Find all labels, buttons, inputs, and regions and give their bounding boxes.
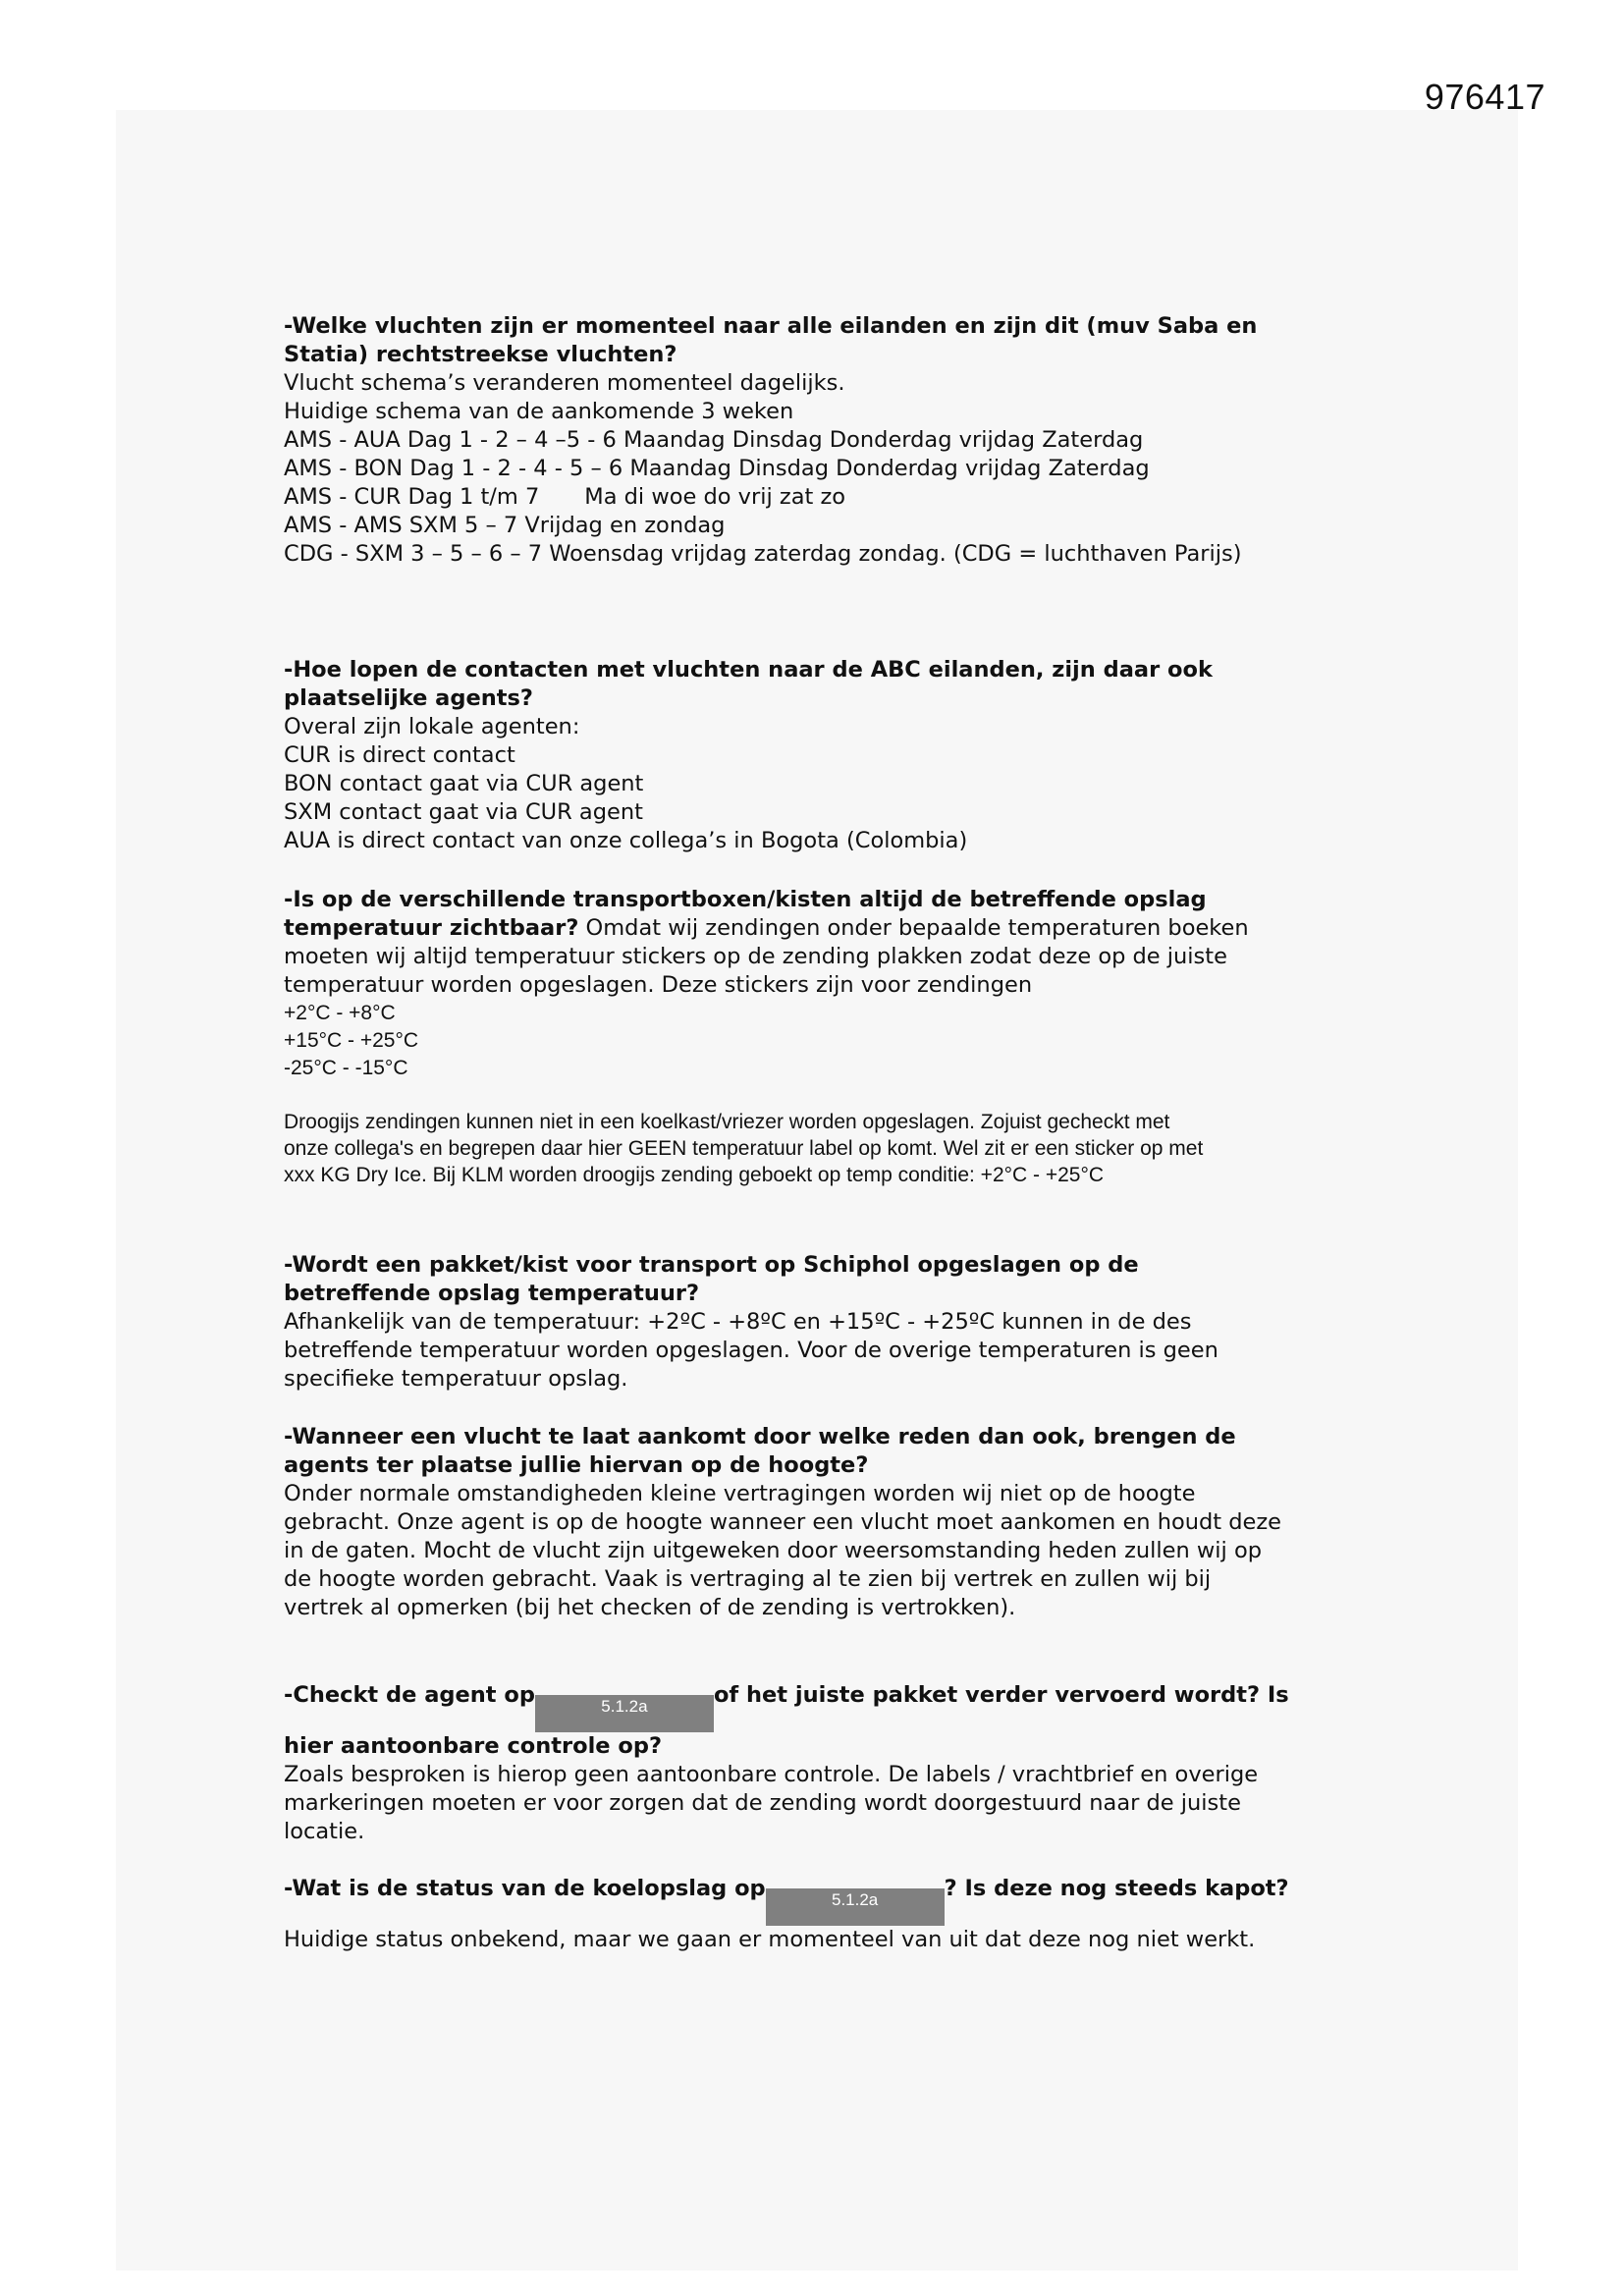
answer-line: markeringen moeten er voor zorgen dat de zending wordt doorgestuurd naar de juiste xyxy=(284,1790,1241,1816)
question-answer-line xyxy=(284,914,1374,943)
answer-line: Onder normale omstandigheden kleine vertragingen worden wij niet op de hoogte xyxy=(284,1481,1196,1506)
section-agent-check xyxy=(284,1681,1374,1846)
answer-line: betreffende temperatuur worden opgeslagen. Voor de overige temperaturen is geen xyxy=(284,1338,1218,1363)
question-line xyxy=(284,1875,1374,1926)
question-line: -Wordt een pakket/kist voor transport op Schiphol opgeslagen op de xyxy=(284,1252,1139,1278)
temperature-range: -25°C - -15°C xyxy=(284,1057,408,1079)
answer-line: temperatuur worden opgeslagen. Deze stickers zijn voor zendingen xyxy=(284,972,1033,998)
section-flights xyxy=(284,312,1374,569)
answer-text: Omdat wij zendingen onder bepaalde temperaturen boeken xyxy=(585,915,1249,941)
question-line: agents ter plaatse jullie hiervan op de hoogte? xyxy=(284,1452,869,1478)
question-line: Statia) rechtstreekse vluchten? xyxy=(284,342,677,367)
question-line: betreffende opslag temperatuur? xyxy=(284,1281,700,1306)
redaction-box: 5.1.2a xyxy=(535,1695,714,1732)
answer-line: CUR is direct contact xyxy=(284,742,515,768)
answer-line: vertrek al opmerken (bij het checken of de zending is vertrokken). xyxy=(284,1595,1016,1620)
question-line: -Welke vluchten zijn er momenteel naar alle eilanden en zijn dit (muv Saba en xyxy=(284,313,1258,339)
question-text: of het juiste pakket verder vervoerd wordt? Is xyxy=(713,1682,1289,1708)
schedule-line: AMS - AUA Dag 1 - 2 – 4 –5 - 6 Maandag Dinsdag Donderdag vrijdag Zaterdag xyxy=(284,427,1144,453)
question-line xyxy=(284,1681,1374,1732)
question-line: plaatselijke agents? xyxy=(284,685,533,711)
question-line: -Wanneer een vlucht te laat aankomt door welke reden dan ook, brengen de xyxy=(284,1424,1236,1449)
answer-line: Zoals besproken is hierop geen aantoonbare controle. De labels / vrachtbrief en overige xyxy=(284,1762,1259,1787)
answer-line: de hoogte worden gebracht. Vaak is vertraging al te zien bij vertrek en zullen wij bij xyxy=(284,1566,1212,1592)
question-line: hier aantoonbare controle op? xyxy=(284,1733,663,1759)
answer-line: moeten wij altijd temperatuur stickers op de zending plakken zodat deze op de juiste xyxy=(284,944,1227,969)
question-line: -Is op de verschillende transportboxen/kisten altijd de betreffende opslag xyxy=(284,887,1207,912)
answer-line: SXM contact gaat via CUR agent xyxy=(284,799,643,825)
answer-line: BON contact gaat via CUR agent xyxy=(284,771,644,796)
dry-ice-note: onze collega's en begrepen daar hier GEEN temperatuur label op komt. Wel zit er een sticker op met xyxy=(284,1137,1204,1160)
question-text: temperatuur zichtbaar? xyxy=(284,915,579,941)
section-contacts xyxy=(284,656,1374,855)
question-text: -Checkt de agent op xyxy=(284,1682,535,1708)
answer-line: Vlucht schema’s veranderen momenteel dagelijks. xyxy=(284,370,845,396)
section-late-flights xyxy=(284,1423,1374,1622)
temperature-range: +15°C - +25°C xyxy=(284,1029,419,1052)
answer-line: Huidige schema van de aankomende 3 weken xyxy=(284,399,794,424)
question-text: ? Is deze nog steeds kapot? xyxy=(944,1876,1289,1901)
document-number: 976417 xyxy=(1424,77,1545,117)
dry-ice-note: Droogijs zendingen kunnen niet in een koelkast/vriezer worden opgeslagen. Zojuist gecheckt met xyxy=(284,1111,1170,1133)
temperature-range: +2°C - +8°C xyxy=(284,1002,396,1024)
answer-line: locatie. xyxy=(284,1819,365,1844)
dry-ice-note: xxx KG Dry Ice. Bij KLM worden droogijs zending geboekt op temp conditie: +2°C - +25°C xyxy=(284,1164,1105,1186)
section-temperature-visibility xyxy=(284,886,1374,1188)
schedule-line: CDG - SXM 3 – 5 – 6 – 7 Woensdag vrijdag zaterdag zondag. (CDG = luchthaven Parijs) xyxy=(284,541,1242,567)
section-cold-storage-status xyxy=(284,1875,1374,1954)
answer-line: Overal zijn lokale agenten: xyxy=(284,714,580,739)
redaction-box: 5.1.2a xyxy=(766,1888,945,1926)
section-schiphol-storage xyxy=(284,1251,1374,1394)
answer-line: gebracht. Onze agent is op de hoogte wanneer een vlucht moet aankomen en houdt deze xyxy=(284,1509,1282,1535)
schedule-route: AMS - CUR Dag 1 t/m 7 xyxy=(284,484,540,510)
answer-line: in de gaten. Mocht de vlucht zijn uitgeweken door weersomstanding heden zullen wij op xyxy=(284,1538,1262,1563)
answer-line: Afhankelijk van de temperatuur: +2ºC - +8ºC en +15ºC - +25ºC kunnen in de des xyxy=(284,1309,1192,1335)
question-line: -Hoe lopen de contacten met vluchten naar de ABC eilanden, zijn daar ook xyxy=(284,657,1213,683)
answer-line: Huidige status onbekend, maar we gaan er momenteel van uit dat deze nog niet werkt. xyxy=(284,1927,1256,1952)
answer-line: AUA is direct contact van onze collega’s in Bogota (Colombia) xyxy=(284,828,968,853)
question-text: -Wat is de status van de koelopslag op xyxy=(284,1876,766,1901)
schedule-days: Ma di woe do vrij zat zo xyxy=(584,484,846,510)
answer-line: specifieke temperatuur opslag. xyxy=(284,1366,628,1392)
document-body xyxy=(284,312,1374,1954)
schedule-line: AMS - AMS SXM 5 – 7 Vrijdag en zondag xyxy=(284,513,726,538)
schedule-line xyxy=(284,483,1374,512)
schedule-line: AMS - BON Dag 1 - 2 - 4 - 5 – 6 Maandag Dinsdag Donderdag vrijdag Zaterdag xyxy=(284,456,1150,481)
